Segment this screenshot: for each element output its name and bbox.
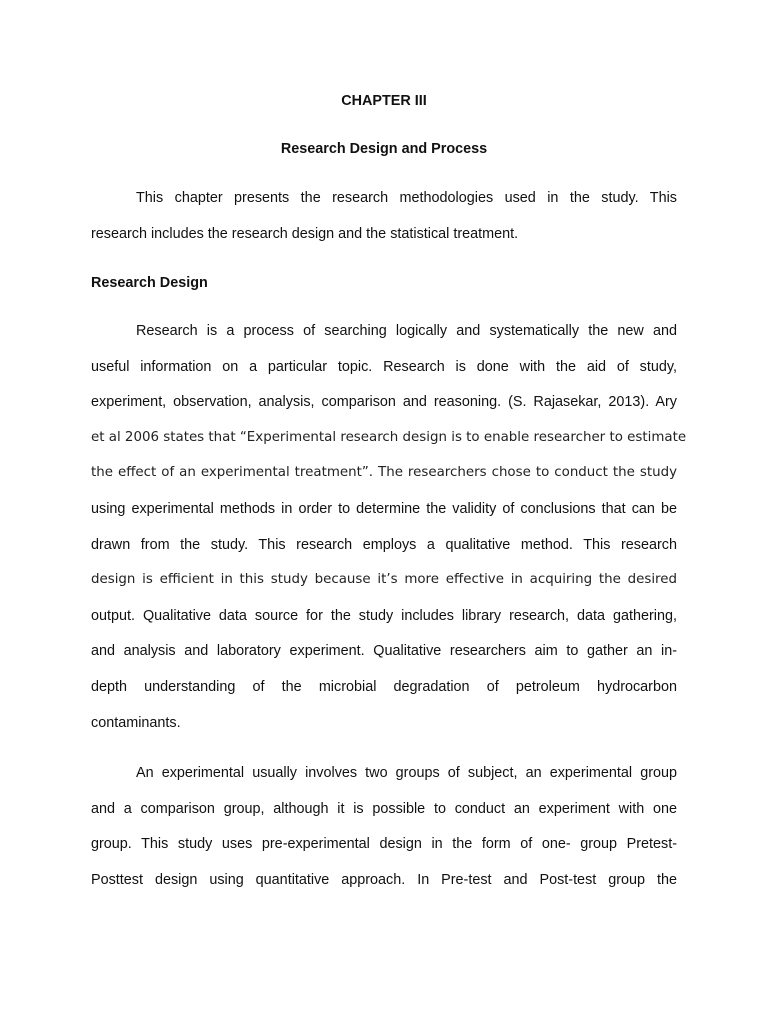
paragraph-line: Posttest design using quantitative approach. In Pre-test and Post-test group the [91, 872, 677, 888]
paragraph-line: This chapter presents the research methodologies used in the study. This [136, 190, 677, 206]
paragraph-line: group. This study uses pre-experimental design in the form of one- group Pretest- [91, 836, 677, 852]
section-heading: Research Design [91, 275, 208, 291]
paragraph-line: An experimental usually involves two groups of subject, an experimental group [136, 765, 677, 781]
paragraph-line: the effect of an experimental treatment”. The researchers chose to conduct the study [91, 465, 677, 480]
paragraph-line: using experimental methods in order to determine the validity of conclusions that can be [91, 501, 677, 517]
paragraph-line: research includes the research design and the statistical treatment. [91, 226, 519, 242]
paragraph-line: design is efficient in this study because it’s more effective in acquiring the desired [91, 572, 677, 587]
paragraph-line: contaminants. [91, 715, 181, 731]
paragraph-line: Research is a process of searching logically and systematically the new and [136, 323, 677, 339]
paragraph-line: output. Qualitative data source for the study includes library research, data gathering, [91, 608, 677, 624]
paragraph-line: and analysis and laboratory experiment. Qualitative researchers aim to gather an in- [91, 643, 677, 659]
chapter-heading: CHAPTER III [341, 93, 427, 109]
paragraph-line: experiment, observation, analysis, comparison and reasoning. (S. Rajasekar, 2013). Ary [91, 394, 677, 410]
paragraph-line: et al 2006 states that “Experimental research design is to enable researcher to estimate [91, 430, 687, 445]
paragraph-line: depth understanding of the microbial degradation of petroleum hydrocarbon [91, 679, 677, 695]
paragraph-line: useful information on a particular topic. Research is done with the aid of study, [91, 359, 677, 375]
paragraph-line: and a comparison group, although it is possible to conduct an experiment with one [91, 801, 677, 817]
paragraph-line: drawn from the study. This research employs a qualitative method. This research [91, 537, 677, 553]
document-title: Research Design and Process [280, 141, 488, 157]
